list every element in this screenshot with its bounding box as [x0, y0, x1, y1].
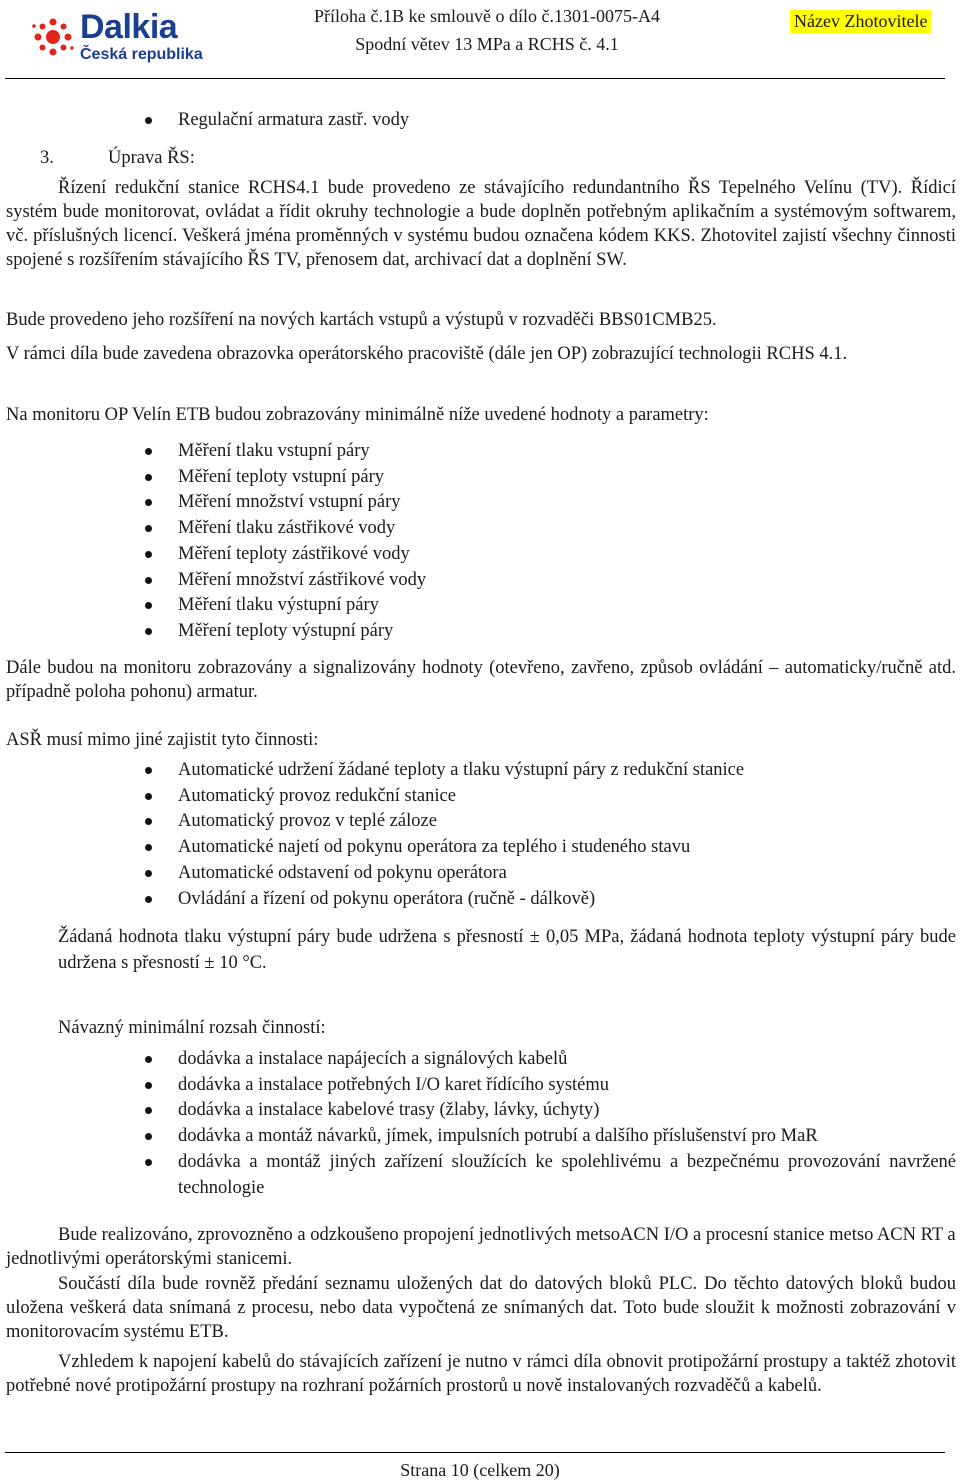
list-item: dodávka a montáž návarků, jímek, impulsních potrubí a dalšího příslušenství pro MaR [178, 1124, 956, 1150]
list-item: dodávka a instalace potřebných I/O karet řídícího systému [178, 1073, 956, 1099]
list-item: Měření teploty zástřikové vody [178, 542, 956, 568]
list-item: dodávka a montáž jiných zařízení sloužících ke spolehlivému a bezpečnému provozování navržené technologie [178, 1150, 956, 1201]
list-item: Automatické odstavení od pokynu operátora [178, 861, 956, 887]
section-heading [40, 146, 195, 170]
bullet-list-top [178, 108, 956, 134]
activity-list [178, 758, 956, 912]
list-item: Měření množství zástřikové vody [178, 568, 956, 594]
list-item: Měření tlaku výstupní páry [178, 593, 956, 619]
paragraph-rozsireni: Bude provedeno jeho rozšíření na nových kartách vstupů a výstupů v rozvaděči BBS01CMB25. [6, 310, 717, 330]
contractor-name-field: Název Zhotovitele [790, 10, 931, 33]
list-item: Automatický provoz redukční stanice [178, 784, 956, 810]
paragraph-rozsah: Návazný minimální rozsah činností: [58, 1018, 326, 1038]
list-item: Měření teploty vstupní páry [178, 465, 956, 491]
list-item: Měření teploty výstupní páry [178, 619, 956, 645]
paragraph-zadana-hodnota: Žádaná hodnota tlaku výstupní páry bude udržena s přesností ± 0,05 MPa, žádaná hodnota teploty výstupní páry bude udržena s přesností ± 10 °C. [58, 927, 956, 973]
list-item: Automatické najetí od pokynu operátora za teplého i studeného stavu [178, 835, 956, 861]
header-divider [5, 78, 945, 79]
paragraph-asr: ASŘ musí mimo jiné zajistit tyto činnosti: [6, 730, 319, 750]
list-item: Automatický provoz v teplé záloze [178, 809, 956, 835]
page-number: Strana 10 (celkem 20) [400, 1460, 560, 1480]
paragraph-propojeni: Bude realizováno, zprovozněno a odzkoušeno propojení jednotlivých metsoACN I/O a procesní stanice metso ACN RT a jednotlivými operátorskými stanicemi. [6, 1225, 956, 1269]
list-item: dodávka a instalace kabelové trasy (žlaby, lávky, úchyty) [178, 1098, 956, 1124]
section-title: Úprava ŘS: [108, 148, 195, 168]
list-item: Automatické udržení žádané teploty a tlaku výstupní páry z redukční stanice [178, 758, 956, 784]
paragraph-datove-bloky: Součástí díla bude rovněž předání seznamu uložených dat do datových bloků PLC. Do těchto datových bloků budou uložena veškerá data snímaná z procesu, nebo data vypočtená ze snímaných dat. Toto bude sloužit k možnosti zobrazování v monitorovacím systému ETB. [6, 1274, 956, 1342]
paragraph-monitor: Na monitoru OP Velín ETB budou zobrazovány minimálně níže uvedené hodnoty a parametry: [6, 405, 709, 425]
list-item: Měření tlaku zástřikové vody [178, 516, 956, 542]
document-reference-line1: Příloha č.1B ke smlouvě o dílo č.1301-0075-A4 [314, 6, 660, 26]
paragraph-prostupy: Vzhledem k napojení kabelů do stávajících zařízení je nutno v rámci díla obnovit protipožární prostupy a taktéž zhotovit potřebné nové protipožární prostupy na rozhraní požárních prostorů u nově instalovaných rozvaděčů a kabelů. [6, 1352, 956, 1396]
page-header [0, 0, 960, 80]
paragraph-rizeni: Řízení redukční stanice RCHS4.1 bude provedeno ze stávajícího redundantního ŘS Tepelného Velínu (TV). Řídicí systém bude monitorovat, ovládat a řídit okruhy technologie a bude doplněn potřebným aplikačním a systémovým softwarem, vč. příslušných licencí. Veškerá jména proměnných v systému budou označena kódem KKS. Zhotovitel zajistí všechny činnosti spojené s rozšířením stávajícího ŘS TV, přenosem dat, archivací dat a doplnění SW. [6, 178, 956, 270]
footer-divider [5, 1452, 945, 1453]
paragraph-obrazovka: V rámci díla bude zavedena obrazovka operátorského pracoviště (dále jen OP) zobrazující technologii RCHS 4.1. [6, 344, 848, 364]
section-number: 3. [40, 148, 54, 168]
list-item: Ovládání a řízení od pokynu operátora (ručně - dálkově) [178, 887, 956, 913]
paragraph-signalizace: Dále budou na monitoru zobrazovány a signalizovány hodnoty (otevřeno, zavřeno, způsob ovládání – automaticky/ručně atd. případně poloha pohonu) armatur. [6, 658, 956, 702]
dalkia-logo-icon [30, 14, 76, 60]
measurement-list [178, 439, 956, 645]
list-item: dodávka a instalace napájecích a signálových kabelů [178, 1047, 956, 1073]
list-item: Měření množství vstupní páry [178, 490, 956, 516]
logo-subtitle: Česká republika [80, 46, 203, 63]
scope-list [178, 1047, 956, 1201]
dalkia-logo [30, 6, 203, 66]
list-item: Měření tlaku vstupní páry [178, 439, 956, 465]
document-reference [282, 2, 692, 58]
logo-name: Dalkia [80, 8, 178, 46]
document-reference-line2: Spodní větev 13 MPa a RCHS č. 4.1 [355, 34, 619, 54]
list-item: Regulační armatura zastř. vody [178, 108, 956, 134]
